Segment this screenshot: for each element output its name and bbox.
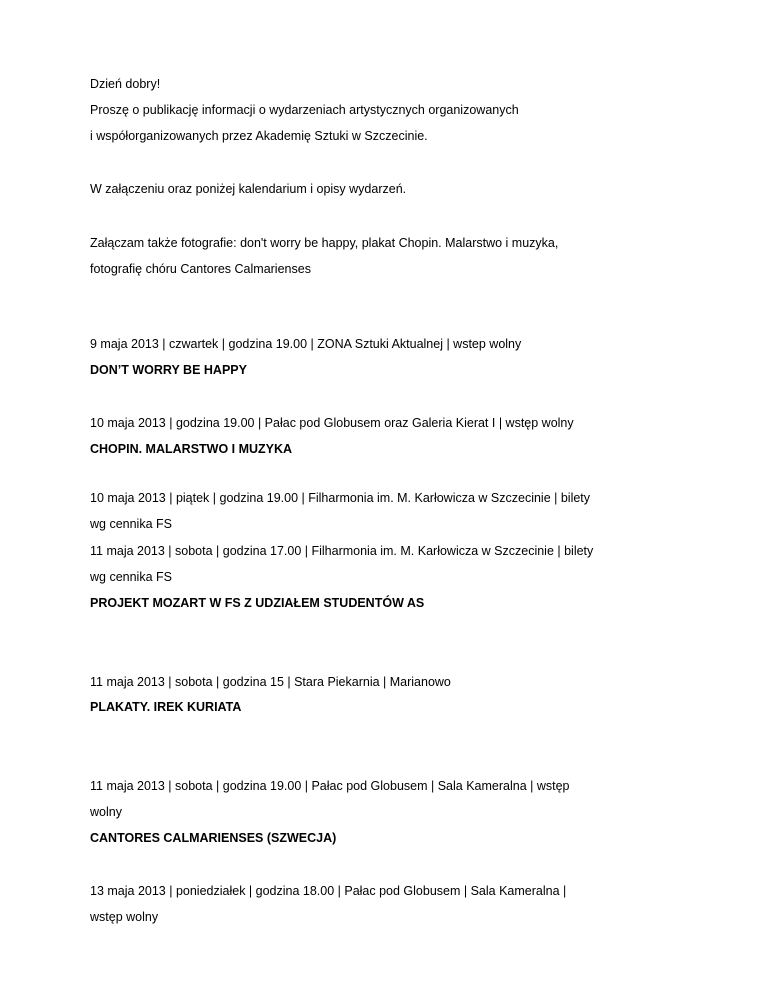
- event-title: PLAKATY. IREK KURIATA: [90, 700, 242, 714]
- event-details: 9 maja 2013 | czwartek | godzina 19.00 | ZONA Sztuki Aktualnej | wstep wolny: [90, 337, 522, 351]
- event-title: DON’T WORRY BE HAPPY: [90, 363, 247, 377]
- event-title: CANTORES CALMARIENSES (SZWECJA): [90, 831, 337, 845]
- photos-line: fotografię chóru Cantores Calmarienses: [90, 262, 311, 276]
- event-details: 10 maja 2013 | godzina 19.00 | Pałac pod Globusem oraz Galeria Kierat I | wstęp wolny: [90, 416, 574, 430]
- photos-line: Załączam także fotografie: don't worry be happy, plakat Chopin. Malarstwo i muzyka,: [90, 236, 559, 250]
- event-title: CHOPIN. MALARSTWO I MUZYKA: [90, 442, 293, 456]
- event-details: wstęp wolny: [90, 910, 159, 924]
- event-details: 11 maja 2013 | sobota | godzina 17.00 | Filharmonia im. M. Karłowicza w Szczecinie | bilety: [90, 544, 594, 558]
- event-details: wg cennika FS: [90, 570, 172, 584]
- event-details: 10 maja 2013 | piątek | godzina 19.00 | Filharmonia im. M. Karłowicza w Szczecinie | bilety: [90, 491, 591, 505]
- attachment-note: W załączeniu oraz poniżej kalendarium i opisy wydarzeń.: [90, 182, 407, 196]
- event-details: 11 maja 2013 | sobota | godzina 15 | Stara Piekarnia | Marianowo: [90, 675, 451, 689]
- event-details: 13 maja 2013 | poniedziałek | godzina 18.00 | Pałac pod Globusem | Sala Kameralna |: [90, 884, 567, 898]
- intro-line: Proszę o publikację informacji o wydarzeniach artystycznych organizowanych: [90, 103, 519, 117]
- intro-line: i współorganizowanych przez Akademię Sztuki w Szczecinie.: [90, 129, 428, 143]
- greeting: Dzień dobry!: [90, 77, 161, 91]
- event-details: wg cennika FS: [90, 517, 172, 531]
- event-details: wolny: [90, 805, 122, 819]
- event-title: PROJEKT MOZART W FS Z UDZIAŁEM STUDENTÓW AS: [90, 596, 425, 610]
- event-details: 11 maja 2013 | sobota | godzina 19.00 | Pałac pod Globusem | Sala Kameralna | wstęp: [90, 779, 570, 793]
